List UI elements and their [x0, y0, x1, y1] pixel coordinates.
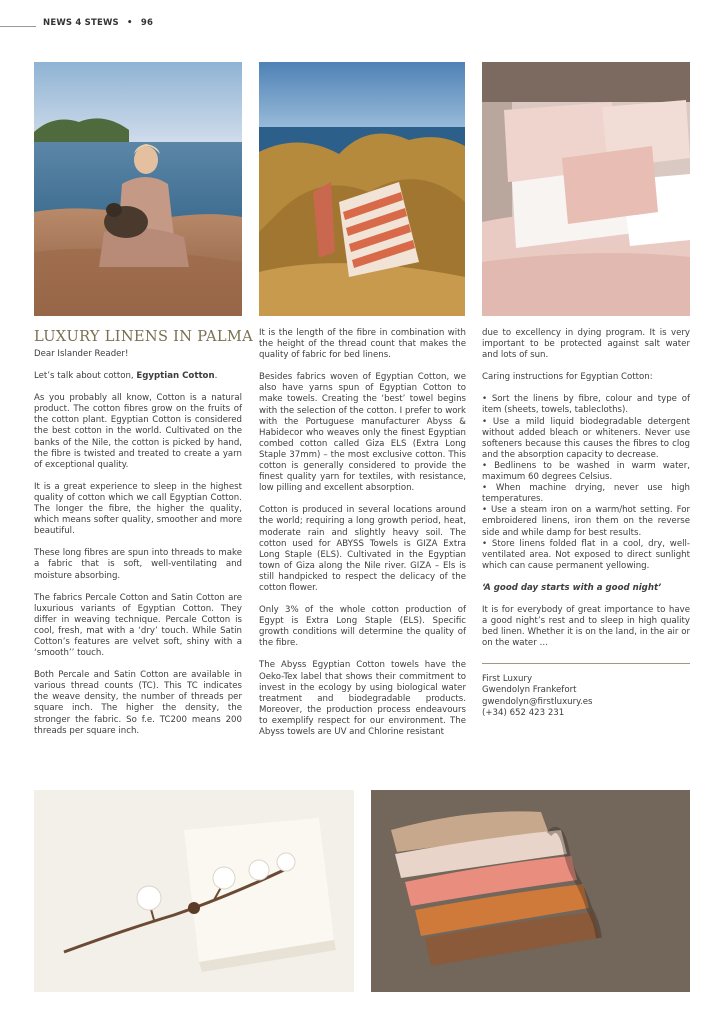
- paragraph: Besides fabrics woven of Egyptian Cotton, we also have yarns spun of Egyptian Cotton to make towels. Creating the ‘best’ towel begins with the selection of the cotton. I prefer to work with the Portuguese manufacturer Abyss & Habidecor who weaves only the finest Egyptian combed cotton called Giza ELS (Extra Long Staple 37mm) – the most exclusive cotton. This cotton is generally considered to provide the finest quality yarn for textiles, with resistance, low pilling and excellent absorption.: [259, 372, 466, 494]
- care-item: • Use a steam iron on a warm/hot setting. For embroidered linens, iron them on the reverse side and while damp for best results.: [482, 505, 690, 538]
- signature-divider: [482, 663, 690, 664]
- header-separator: •: [127, 18, 133, 28]
- paragraph: It is for everybody of great importance to have a good night’s rest and to sleep in high quality bed linen. Whether it is on the land, in the air or on the water …: [482, 604, 690, 649]
- intro-bold: Egyptian Cotton: [136, 371, 215, 382]
- care-item: • Bedlinens to be washed in warm water, maximum 60 degrees Celsius.: [482, 460, 690, 483]
- care-item: • Store linens folded flat in a cool, dry, well-ventilated area. Not exposed to direct sunlight which can cause permanent yellowing.: [482, 538, 690, 571]
- signature-company: First Luxury: [482, 674, 533, 685]
- care-list: [482, 394, 690, 572]
- quote: ‘A good day starts with a good night’: [482, 582, 662, 593]
- paragraph: Cotton is produced in several locations around the world; requiring a long growth period, heat, moderate rain and slightly heavy soil. The cotton used for ABYSS Towels is GIZA Extra Long Staple (ELS). Cultivated in the Egyptian town of Giza along the Nile river. GIZA – Els is still handpicked to respect the delicacy of the cotton flower.: [259, 505, 466, 593]
- paragraph: It is the length of the fibre in combination with the height of the thread count that makes the quality of fabric for bed linens.: [259, 328, 466, 361]
- intro-text: Let’s talk about cotton,: [34, 371, 137, 382]
- paragraph: due to excellency in dying program. It is very important to be protected against salt water and lots of sun.: [482, 328, 690, 361]
- paragraph: It is a great experience to sleep in the highest quality of cotton which we call Egyptian Cotton. The longer the fibre, the higher the quality, which means softer quality, smoother and more beautiful.: [34, 481, 242, 537]
- intro-end: .: [214, 371, 218, 382]
- publication-name: NEWS 4 STEWS: [43, 18, 119, 28]
- paragraph: The fabrics Percale Cotton and Satin Cotton are luxurious variants of Egyptian Cotton. They differ in weaving technique. Percale Cotton is cool, fresh, mat with a ‘dry’ touch. While Satin Cotton’s features are velvet soft, shiny with a ‘smooth’’ touch.: [34, 592, 242, 659]
- care-item: • When machine drying, never use high temperatures.: [482, 483, 690, 505]
- page-header: [0, 14, 724, 42]
- signature-phone: (+34) 652 423 231: [482, 707, 565, 718]
- care-item: • Use a mild liquid biodegradable detergent without added bleach or whiteners. Never use softeners because this causes the fibres to clog and the absorption capacity to decrease.: [482, 416, 690, 460]
- header-text: [43, 18, 153, 28]
- paragraph: Both Percale and Satin Cotton are available in various thread counts (TC). This TC indicates the weave density, the number of threads per square inch. The higher the density, the stronger the fabric. So f.e. TC200 means 200 threads per square inch.: [34, 670, 242, 736]
- signature-name: Gwendolyn Frankefort: [482, 685, 577, 696]
- article-column-2: [259, 328, 466, 749]
- greeting: Dear Islander Reader!: [34, 349, 129, 359]
- paragraph: The Abyss Egyptian Cotton towels have the Oeko-Tex label that shows their commitment to invest in the ecology by using biological water treatment and biodegradable products. Moreover, the production process endeavours to exemplify respect for our environment. The Abyss towels are UV and Chlorine resistant: [259, 660, 466, 737]
- photo-stacked-towels: [371, 790, 690, 992]
- header-rule: [0, 26, 36, 27]
- paragraph: These long fibres are spun into threads to make a fabric that is soft, well-ventilating and moisture absorbing.: [34, 548, 242, 581]
- signature-email[interactable]: gwendolyn@firstluxury.es: [482, 696, 593, 707]
- article-title: LUXURY LINENS IN PALMA: [34, 328, 253, 345]
- paragraph: Only 3% of the whole cotton production of Egypt is Extra Long Staple (ELS). Specific growth conditions will determine the quality of the fibre.: [259, 605, 466, 649]
- care-heading: Caring instructions for Egyptian Cotton:: [482, 372, 653, 383]
- signature: [482, 674, 690, 718]
- photo-woman-with-dog: [34, 62, 242, 316]
- photo-towel-on-rocks: [259, 62, 465, 316]
- intro-paragraph: [34, 371, 242, 382]
- care-item: • Sort the linens by fibre, colour and type of item (sheets, towels, tablecloths).: [482, 394, 690, 416]
- photo-bed-linens: [482, 62, 690, 316]
- article-column-1: [34, 328, 253, 748]
- article-column-3: [482, 328, 690, 719]
- page-number: 96: [140, 18, 154, 28]
- paragraph: As you probably all know, Cotton is a natural product. The cotton fibres grow on the fruits of the cotton plant. Egyptian Cotton is considered the best cotton in the world. Cultivated on the banks of the Nile, the cotton is picked by hand, the fibre is twisted and treated to create a yarn of exceptional quality.: [34, 393, 242, 470]
- photo-cotton-towel: [34, 790, 354, 992]
